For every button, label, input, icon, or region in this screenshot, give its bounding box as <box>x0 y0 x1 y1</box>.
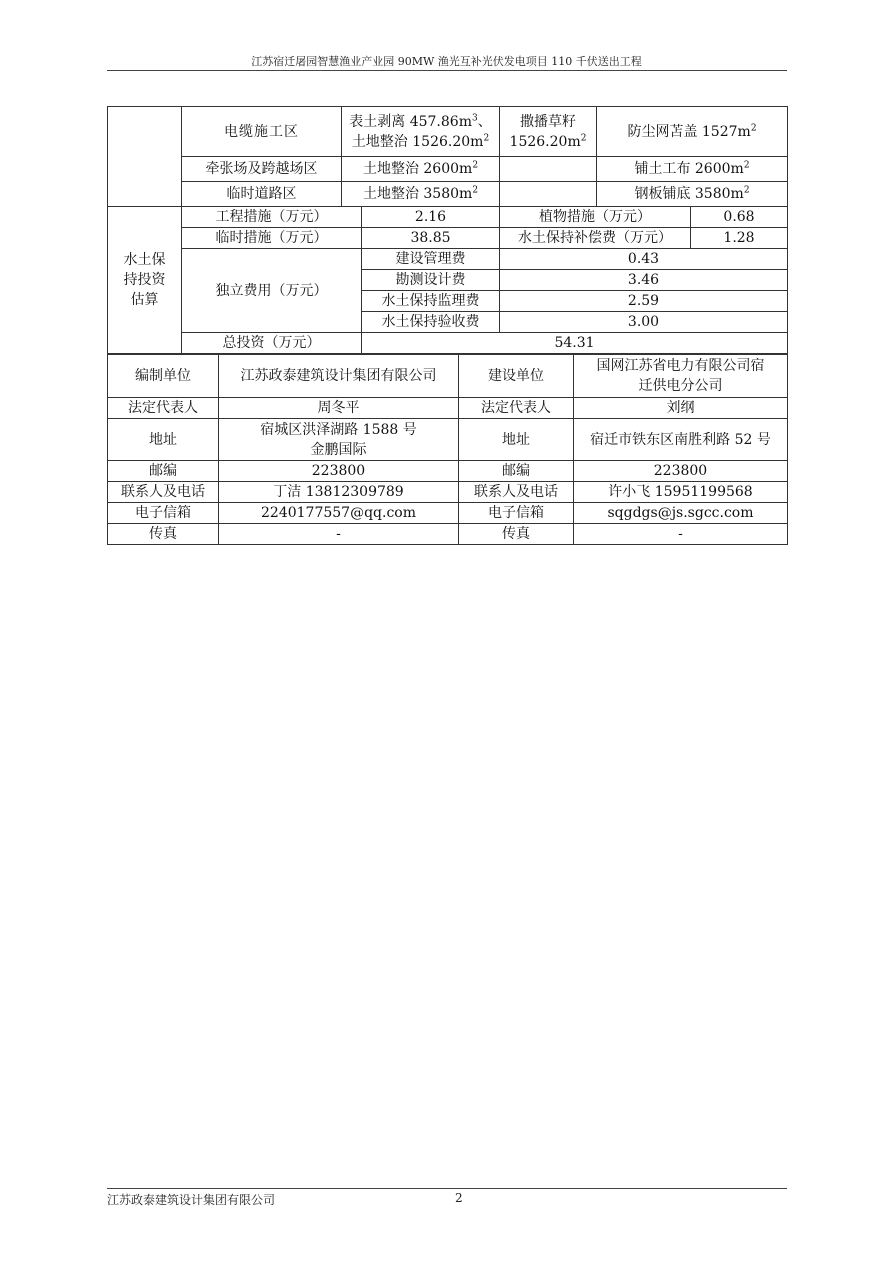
address-value: 宿迁市铁东区南胜利路 52 号 <box>574 419 788 461</box>
postcode-label: 邮编 <box>459 461 574 482</box>
legal-rep-label: 法定代表人 <box>108 398 219 419</box>
engineering-cost-value: 2.16 <box>362 207 500 228</box>
measures-table <box>107 106 788 207</box>
engineering-measure-cable: 表土剥离 $457.86m^3$、 土地整治 $1526.20m^2$ <box>342 107 500 157</box>
engineering-cost-label: 工程措施（万元） <box>182 207 362 228</box>
independent-item-value: 3.46 <box>500 270 788 291</box>
contact-value: 许小飞 15951199568 <box>574 482 788 503</box>
vegetation-cost-label: 植物措施（万元） <box>500 207 691 228</box>
postcode-value: 223800 <box>219 461 459 482</box>
temporary-measure-cable: 防尘网苫盖 $1527m^2$ <box>597 107 788 157</box>
temporary-cost-value: 38.85 <box>362 228 500 249</box>
vegetation-measure-tension <box>500 157 597 182</box>
area-temp-road: 临时道路区 <box>182 182 342 207</box>
email-value: sqgdgs@js.sgcc.com <box>574 503 788 524</box>
total-investment-label: 总投资（万元） <box>182 333 362 354</box>
vegetation-cost-value: 0.68 <box>691 207 788 228</box>
footer-company: 江苏政泰建筑设计集团有限公司 <box>107 1193 276 1207</box>
table-row <box>108 419 788 461</box>
independent-item-label: 勘测设计费 <box>362 270 500 291</box>
table-row <box>108 207 788 228</box>
table-row <box>108 157 788 182</box>
email-label: 电子信箱 <box>459 503 574 524</box>
independent-item-label: 水土保持监理费 <box>362 291 500 312</box>
page-header-title: 江苏宿迁屠园智慧渔业产业园 90MW 渔光互补光伏发电项目 110 千伏送出工程 <box>251 55 642 68</box>
contact-label: 联系人及电话 <box>108 482 219 503</box>
temporary-measure-road: 钢板铺底 $3580m^2$ <box>597 182 788 207</box>
vegetation-measure-road <box>500 182 597 207</box>
postcode-label: 邮编 <box>108 461 219 482</box>
independent-cost-label: 独立费用（万元） <box>182 249 362 333</box>
independent-item-label: 水土保持验收费 <box>362 312 500 333</box>
fax-value: - <box>574 524 788 545</box>
engineering-measure-tension: 土地整治 $2600m^2$ <box>342 157 500 182</box>
total-investment-value: 54.31 <box>362 333 788 354</box>
compiler-value: 江苏政泰建筑设计集团有限公司 <box>219 355 459 398</box>
fax-label: 传真 <box>108 524 219 545</box>
postcode-value: 223800 <box>574 461 788 482</box>
legal-rep-label: 法定代表人 <box>459 398 574 419</box>
area-tension-field: 牵张场及跨越场区 <box>182 157 342 182</box>
independent-item-label: 建设管理费 <box>362 249 500 270</box>
vegetation-measure-cable: 撒播草籽 $1526.20m^2$ <box>500 107 597 157</box>
temporary-cost-label: 临时措施（万元） <box>182 228 362 249</box>
legal-rep-value: 周冬平 <box>219 398 459 419</box>
table-row <box>108 228 788 249</box>
table-row <box>108 182 788 207</box>
temporary-measure-tension: 铺土工布 $2600m^2$ <box>597 157 788 182</box>
address-label: 地址 <box>108 419 219 461</box>
independent-item-value: 2.59 <box>500 291 788 312</box>
address-value: 宿城区洪泽湖路 1588 号 金鹏国际 <box>219 419 459 461</box>
table-row <box>108 249 788 270</box>
legal-rep-value: 刘纲 <box>574 398 788 419</box>
table-row <box>108 461 788 482</box>
compensation-fee-label: 水土保持补偿费（万元） <box>500 228 691 249</box>
page-number: 2 <box>455 1191 463 1205</box>
address-label: 地址 <box>459 419 574 461</box>
units-table <box>107 354 788 545</box>
contact-label: 联系人及电话 <box>459 482 574 503</box>
table-row <box>108 524 788 545</box>
header-rule <box>107 70 787 71</box>
compensation-fee-value: 1.28 <box>691 228 788 249</box>
fax-value: - <box>219 524 459 545</box>
contact-value: 丁洁 13812309789 <box>219 482 459 503</box>
email-value: 2240177557@qq.com <box>219 503 459 524</box>
table-row <box>108 503 788 524</box>
engineering-measure-road: 土地整治 $3580m^2$ <box>342 182 500 207</box>
table-row <box>108 355 788 398</box>
area-cable: 电缆施工区 <box>182 107 342 157</box>
blank-label-cell <box>108 107 182 207</box>
email-label: 电子信箱 <box>108 503 219 524</box>
builder-value: 国网江苏省电力有限公司宿 迁供电分公司 <box>574 355 788 398</box>
builder-label: 建设单位 <box>459 355 574 398</box>
table-row <box>108 482 788 503</box>
independent-item-value: 3.00 <box>500 312 788 333</box>
investment-section-label: 水土保 持投资 估算 <box>108 207 182 354</box>
compiler-label: 编制单位 <box>108 355 219 398</box>
independent-item-value: 0.43 <box>500 249 788 270</box>
fax-label: 传真 <box>459 524 574 545</box>
investment-table <box>107 206 788 354</box>
table-row <box>108 333 788 354</box>
footer-rule <box>107 1188 787 1189</box>
table-row <box>108 398 788 419</box>
table-row <box>108 107 788 157</box>
